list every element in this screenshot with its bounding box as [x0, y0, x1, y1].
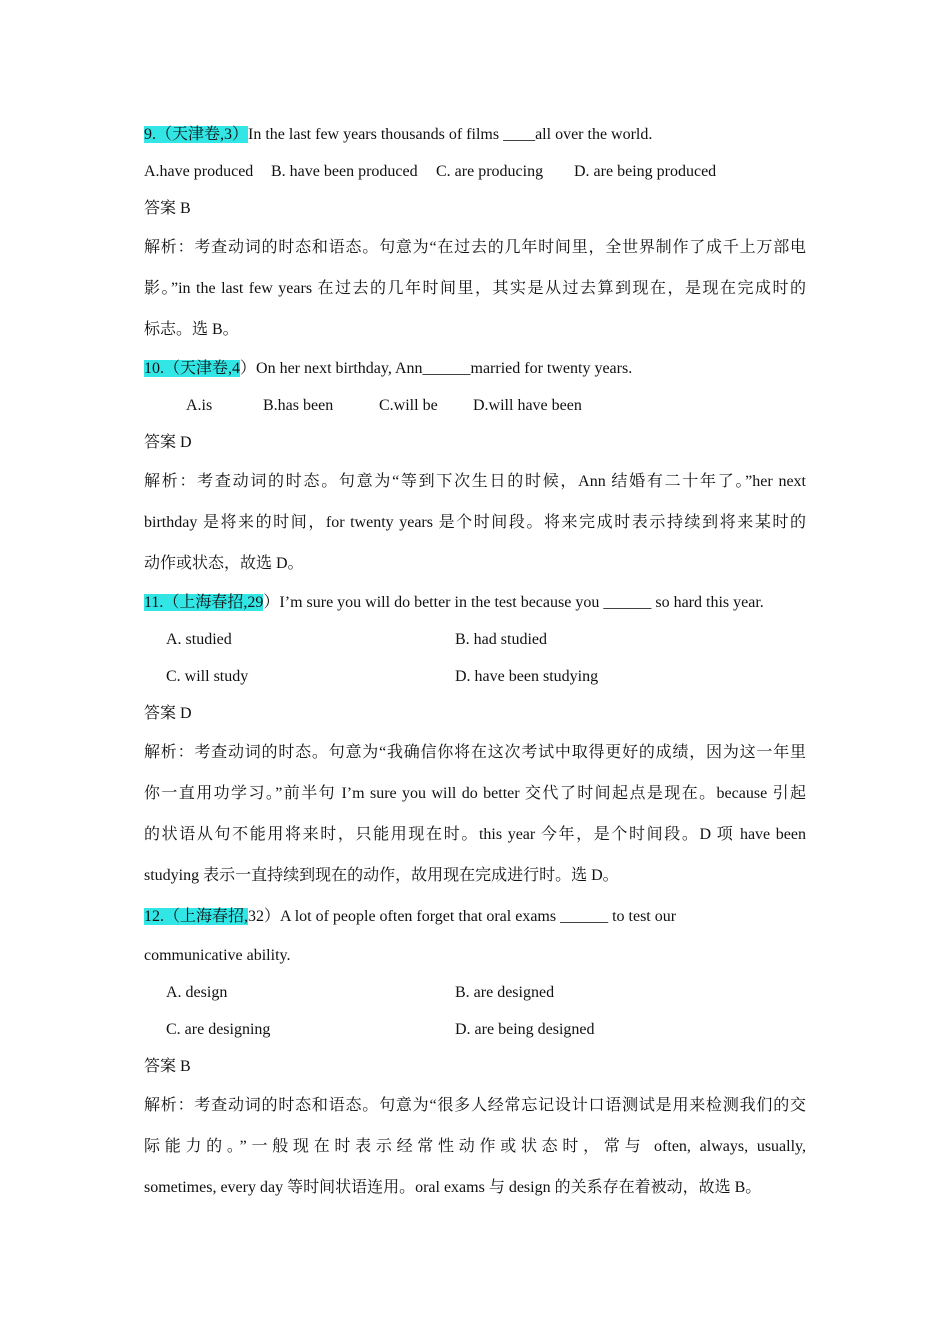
q12-stem-text: 32）A lot of people often forget that oral exams ______ to test our — [248, 908, 677, 925]
q12-option-b: B. are designed — [455, 984, 555, 1001]
q11-option-c: C. will study — [166, 668, 249, 685]
q11-stem — [144, 584, 806, 621]
q12-stem — [144, 896, 806, 937]
q9-answer: 答案 B — [144, 200, 191, 217]
q10-option-a: A.is — [186, 397, 213, 414]
q12-stem-line-2: communicative ability. — [144, 947, 291, 964]
q10-stem-text: ）On her next birthday, Ann______married for twenty years. — [240, 360, 633, 377]
q10-option-c: C.will be — [379, 397, 438, 414]
q9-options — [144, 153, 806, 190]
q11-analysis-line: 的状语从句不能用将来时，只能用现在时。this year 今年，是个时间段。D 项 have been — [144, 826, 806, 843]
q12-option-c: C. are designing — [166, 1021, 271, 1038]
q11-stem-text: ）I’m sure you will do better in the test because you ______ so hard this year. — [263, 594, 764, 611]
q9-stem — [144, 116, 806, 153]
q10-analysis-line: birthday 是将来的时间，for twenty years 是个时间段。将来完成时表示持续到将来某时的 — [144, 514, 806, 531]
q11-analysis-line: studying 表示一直持续到现在的动作，故用现在完成进行时。选 D。 — [144, 867, 619, 884]
q10-answer: 答案 D — [144, 434, 192, 451]
q11-source: 11.（上海春招,29 — [144, 594, 264, 611]
q9-option-a: A.have produced — [144, 163, 254, 180]
q11-option-b: B. had studied — [455, 631, 547, 648]
q10-source: 10.（天津卷,4 — [144, 360, 241, 377]
q12-analysis-line: sometimes, every day 等时间状语连用。oral exams 与 design 的关系存在着被动，故选 B。 — [144, 1179, 762, 1196]
q10-option-d: D.will have been — [473, 397, 582, 414]
q12-analysis-line: 解析：考查动词的时态和语态。句意为“很多人经常忘记设计口语测试是用来检测我们的交 — [144, 1097, 806, 1114]
document-page — [144, 116, 806, 1208]
q9-analysis-line: 标志。选 B。 — [144, 321, 239, 338]
q9-option-b: B. have been produced — [271, 163, 418, 180]
q10-analysis-line: 动作或状态，故选 D。 — [144, 555, 304, 572]
q11-options-row-2 — [144, 658, 806, 695]
q9-analysis-line: 解析：考查动词的时态和语态。句意为“在过去的几年时间里，全世界制作了成千上万部电 — [144, 239, 806, 256]
q12-options-row-2 — [144, 1011, 806, 1048]
q11-answer: 答案 D — [144, 705, 192, 722]
q12-answer: 答案 B — [144, 1058, 191, 1075]
q11-option-d: D. have been studying — [455, 668, 599, 685]
q12-analysis-line: 际能力的。”一般现在时表示经常性动作或状态时，常与 often, always, usually, — [144, 1138, 806, 1155]
q10-options — [144, 387, 806, 424]
q12-source: 12.（上海春招, — [144, 908, 249, 925]
q10-stem — [144, 350, 806, 387]
q10-analysis-line: 解析：考查动词的时态。句意为“等到下次生日的时候，Ann 结婚有二十年了。”her next — [144, 473, 806, 490]
q12-option-d: D. are being designed — [455, 1021, 595, 1038]
q12-options-row-1 — [144, 974, 806, 1011]
q11-analysis-line: 你一直用功学习。”前半句 I’m sure you will do better 交代了时间起点是现在。because 引起 — [144, 785, 806, 802]
q11-options-row-1 — [144, 621, 806, 658]
q9-analysis-line: 影。”in the last few years 在过去的几年时间里，其实是从过去算到现在，是现在完成时的 — [144, 280, 806, 297]
q11-option-a: A. studied — [166, 631, 232, 648]
q9-option-c: C. are producing — [436, 163, 544, 180]
q9-option-d: D. are being produced — [574, 163, 717, 180]
q11-analysis-line: 解析：考查动词的时态。句意为“我确信你将在这次考试中取得更好的成绩，因为这一年里 — [144, 744, 806, 761]
q9-source: 9.（天津卷,3） — [144, 126, 249, 143]
q10-option-b: B.has been — [263, 397, 334, 414]
q9-stem-text: In the last few years thousands of films ____all over the world. — [248, 126, 653, 143]
q12-option-a: A. design — [166, 984, 228, 1001]
